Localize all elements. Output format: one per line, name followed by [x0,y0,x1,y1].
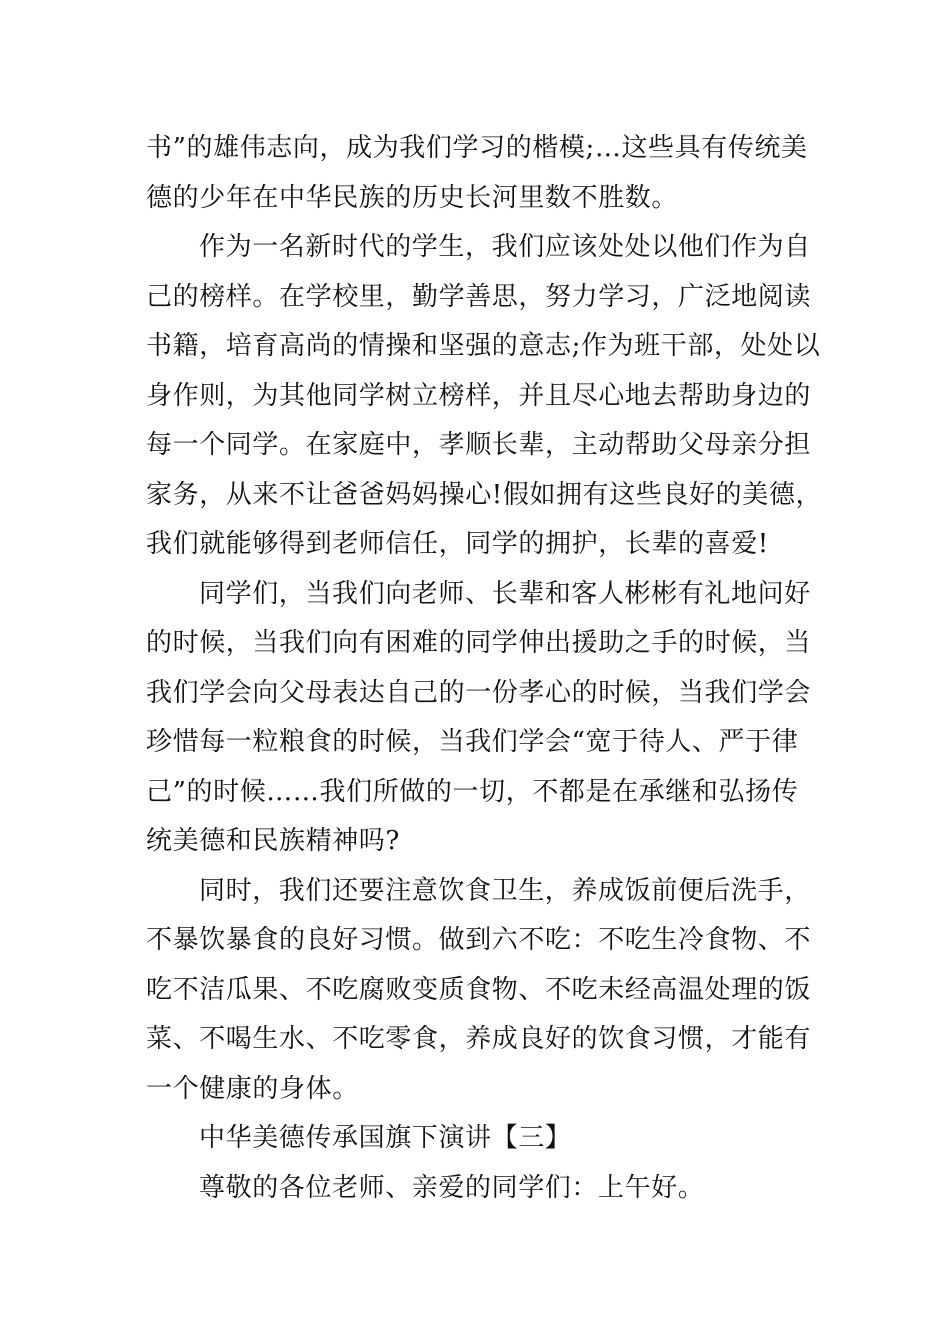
text-line: 书籍，培育高尚的情操和坚强的意志;作为班干部，处处以 [146,331,821,361]
paragraph-start-line: 同学们，当我们向老师、长辈和客人彬彬有礼地问好 [199,578,811,609]
text-line: 珍惜每一粒粮食的时候，当我们学会“宽于待人、严于律 [146,727,799,757]
text-line: 每一个同学。在家庭中，孝顺长辈，主动帮助父母亲分担 [146,430,812,460]
text-line: 统美德和民族精神吗? [146,826,400,856]
section-heading: 中华美德传承国旗下演讲【三】 [199,1123,572,1153]
text-line: 的时候，当我们向有困难的同学伸出援助之手的时候，当 [146,628,812,658]
paragraph-start-line: 作为一名新时代的学生，我们应该处处以他们作为自 [199,232,811,262]
text-line: 我们学会向父母表达自己的一份孝心的时候，当我们学会 [146,677,812,708]
text-line: 己的榜样。在学校里，勤学善思，努力学习，广泛地阅读 [146,281,812,312]
text-line: 德的少年在中华民族的历史长河里数不胜数。 [146,182,679,213]
paragraph-start-line: 同时，我们还要注意饮食卫生，养成饭前便后洗手， [199,875,811,906]
text-line: 我们就能够得到老师信任，同学的拥护，长辈的喜爱! [146,529,769,559]
text-line: 己”的时候……我们所做的一切，不都是在承继和弘扬传 [146,776,799,807]
text-line: 吃不洁瓜果、不吃腐败变质食物、不吃未经高温处理的饭 [146,974,812,1005]
text-line: 不暴饮暴食的良好习惯。做到六不吃：不吃生冷食物、不 [146,925,812,955]
text-line: 菜、不喝生水、不吃零食，养成良好的饮食习惯，才能有 [146,1024,812,1054]
salutation-line: 尊敬的各位老师、亲爱的同学们：上午好。 [199,1172,705,1203]
text-line: 一个健康的身体。 [146,1073,359,1104]
text-line: 身作则，为其他同学树立榜样，并且尽心地去帮助身边的 [146,380,812,411]
document-body [146,124,823,1213]
text-line: 家务，从来不让爸爸妈妈操心!假如拥有这些良好的美德， [146,479,823,510]
text-line: 书”的雄伟志向，成为我们学习的楷模;…这些具有传统美 [146,133,808,163]
